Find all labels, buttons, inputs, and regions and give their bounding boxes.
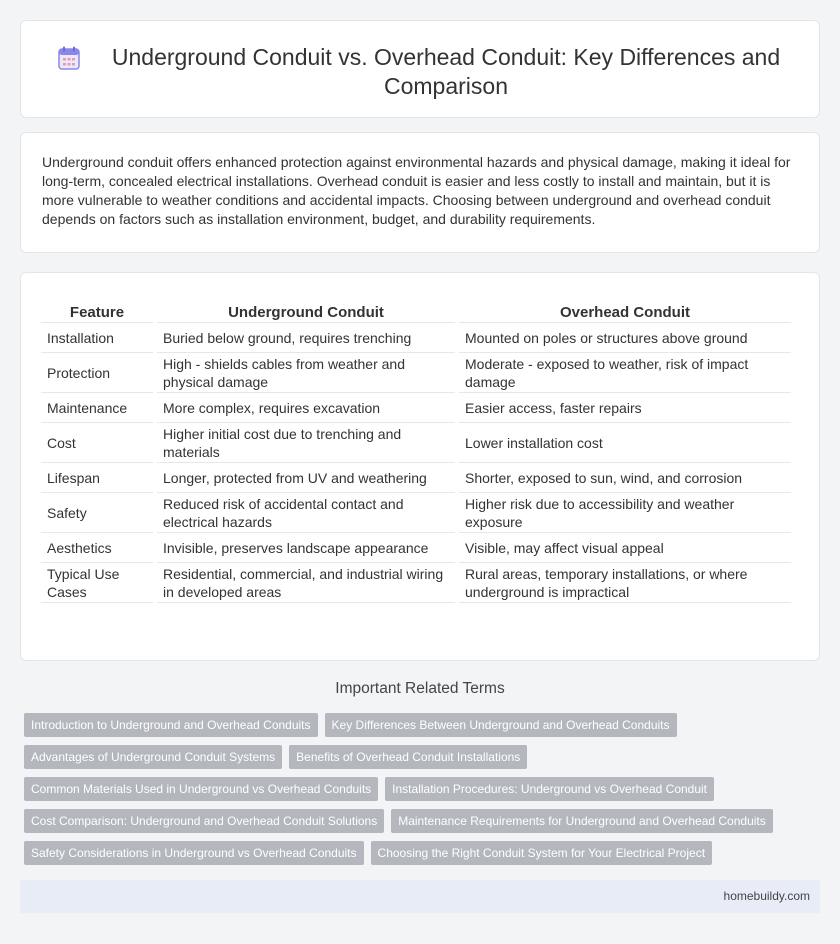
related-term-link[interactable]: Common Materials Used in Underground vs Overhead Conduits [24, 777, 378, 801]
cell-underground: Buried below ground, requires trenching [157, 323, 455, 353]
comparison-table-card [20, 272, 820, 661]
cell-underground: More complex, requires excavation [157, 393, 455, 423]
related-terms-tags [24, 713, 824, 873]
cell-feature: Cost [41, 423, 153, 463]
related-term-link[interactable]: Key Differences Between Underground and Overhead Conduits [325, 713, 677, 737]
cell-overhead: Lower installation cost [459, 423, 791, 463]
cell-feature: Typical Use Cases [41, 563, 153, 603]
column-header-underground: Underground Conduit [157, 293, 455, 323]
table-row [41, 463, 791, 493]
table-row [41, 323, 791, 353]
tag-row [24, 713, 824, 737]
cell-overhead: Shorter, exposed to sun, wind, and corrosion [459, 463, 791, 493]
tag-row [24, 841, 824, 865]
cell-feature: Protection [41, 353, 153, 393]
table-row [41, 493, 791, 533]
related-term-link[interactable]: Installation Procedures: Underground vs Overhead Conduit [385, 777, 714, 801]
intro-card [20, 132, 820, 253]
tag-row [24, 777, 824, 801]
cell-overhead: Higher risk due to accessibility and weather exposure [459, 493, 791, 533]
comparison-table [37, 293, 795, 603]
related-term-link[interactable]: Introduction to Underground and Overhead Conduits [24, 713, 318, 737]
cell-feature: Lifespan [41, 463, 153, 493]
cell-underground: Invisible, preserves landscape appearance [157, 533, 455, 563]
calendar-icon [58, 46, 80, 70]
table-header-row [41, 293, 791, 323]
cell-underground: Residential, commercial, and industrial wiring in developed areas [157, 563, 455, 603]
table-row [41, 393, 791, 423]
related-term-link[interactable]: Cost Comparison: Underground and Overhead Conduit Solutions [24, 809, 384, 833]
related-term-link[interactable]: Safety Considerations in Underground vs Overhead Conduits [24, 841, 364, 865]
tag-row [24, 745, 824, 769]
column-header-feature: Feature [41, 293, 153, 323]
cell-underground: Higher initial cost due to trenching and materials [157, 423, 455, 463]
cell-underground: Reduced risk of accidental contact and electrical hazards [157, 493, 455, 533]
related-term-link[interactable]: Choosing the Right Conduit System for Your Electrical Project [371, 841, 713, 865]
cell-overhead: Rural areas, temporary installations, or where underground is impractical [459, 563, 791, 603]
related-terms-heading: Important Related Terms [335, 680, 505, 697]
cell-overhead: Visible, may affect visual appeal [459, 533, 791, 563]
table-row [41, 563, 791, 603]
page-title: Underground Conduit vs. Overhead Conduit: Key Differences and Comparison [111, 44, 781, 99]
table-row [41, 353, 791, 393]
footer-site-name: homebuildy.com [723, 889, 810, 903]
cell-feature: Installation [41, 323, 153, 353]
cell-underground: Longer, protected from UV and weathering [157, 463, 455, 493]
cell-overhead: Mounted on poles or structures above ground [459, 323, 791, 353]
related-term-link[interactable]: Advantages of Underground Conduit Systems [24, 745, 282, 769]
table-row [41, 423, 791, 463]
tag-row [24, 809, 824, 833]
cell-feature: Aesthetics [41, 533, 153, 563]
cell-overhead: Easier access, faster repairs [459, 393, 791, 423]
footer [20, 880, 820, 913]
related-term-link[interactable]: Maintenance Requirements for Underground and Overhead Conduits [391, 809, 773, 833]
intro-paragraph: Underground conduit offers enhanced protection against environmental hazards and physical damage, making it ideal for long-term, concealed electrical installations. Overhead conduit is easier and less costly to install and maintain, but it is more vulnerable to weather conditions and accidental impacts. Choosing between underground and overhead conduit depends on factors such as installation environment, budget, and durability requirements. [42, 154, 791, 227]
cell-feature: Safety [41, 493, 153, 533]
cell-feature: Maintenance [41, 393, 153, 423]
table-row [41, 533, 791, 563]
column-header-overhead: Overhead Conduit [459, 293, 791, 323]
cell-overhead: Moderate - exposed to weather, risk of impact damage [459, 353, 791, 393]
cell-underground: High - shields cables from weather and physical damage [157, 353, 455, 393]
related-term-link[interactable]: Benefits of Overhead Conduit Installations [289, 745, 527, 769]
title-card [20, 20, 820, 118]
